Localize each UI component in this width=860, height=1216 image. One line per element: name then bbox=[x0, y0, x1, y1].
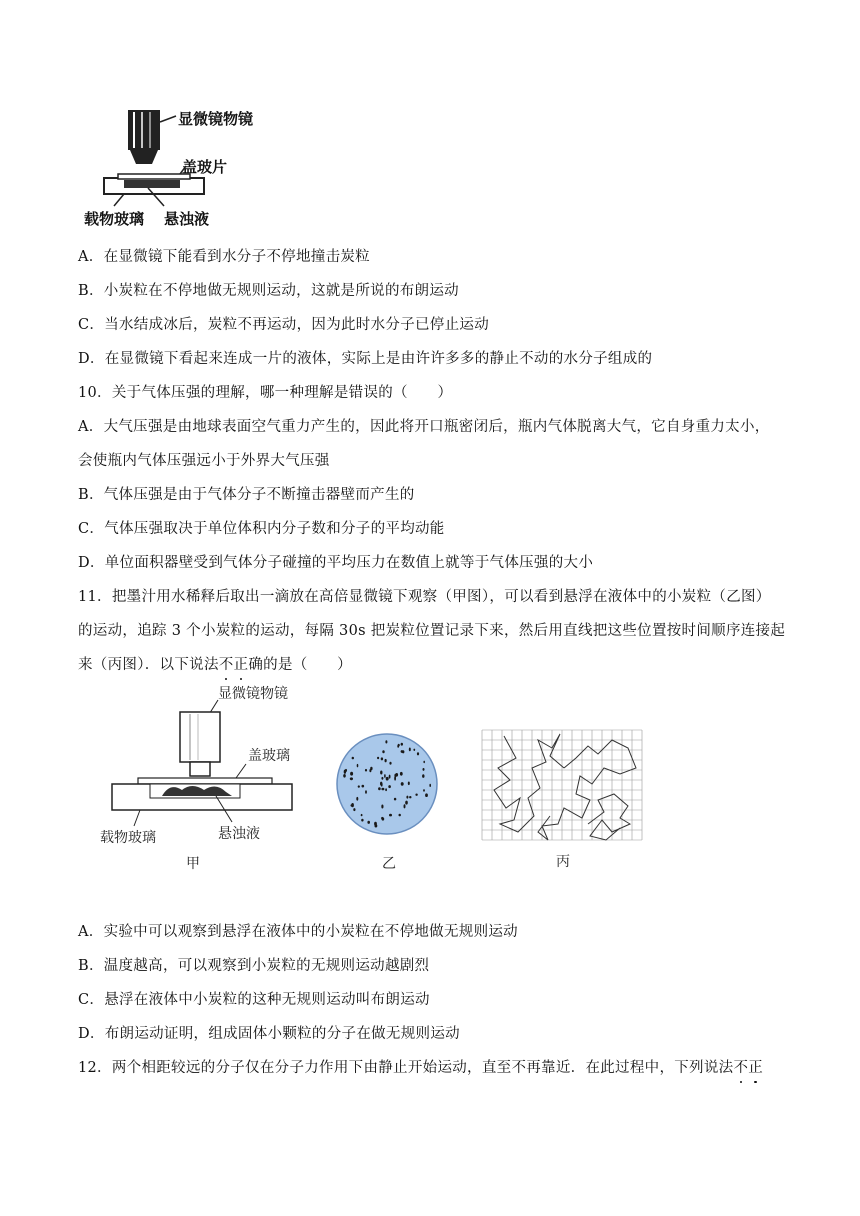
carbon-particle bbox=[409, 796, 411, 798]
q11-option-a: A．实验中可以观察到悬浮在液体中的小炭粒在不停地做无规则运动 bbox=[78, 924, 518, 940]
carbon-particle bbox=[361, 819, 363, 822]
q9-option-b: B．小炭粒在不停地做无规则运动，这就是所说的布朗运动 bbox=[78, 283, 459, 299]
carbon-particle bbox=[389, 762, 391, 765]
emphasis-not-q12: 不 bbox=[733, 1060, 749, 1076]
carbon-particle bbox=[351, 803, 354, 807]
carbon-particle bbox=[365, 769, 367, 772]
cover-glass-label: 盖玻璃 bbox=[248, 748, 290, 764]
carbon-particle bbox=[350, 777, 353, 780]
carbon-particle bbox=[361, 814, 363, 816]
carbon-particle bbox=[352, 757, 354, 760]
q10-option-c: C．气体压强取决于单位体积内分子数和分子的平均动能 bbox=[78, 521, 445, 537]
carbon-particle bbox=[417, 752, 419, 755]
carbon-particle bbox=[401, 743, 403, 746]
carbon-particle bbox=[378, 787, 381, 790]
carbon-particle bbox=[362, 785, 365, 788]
carbon-particle bbox=[409, 748, 411, 752]
objective-label: 显微镜物镜 bbox=[178, 110, 254, 128]
carbon-particle bbox=[394, 798, 396, 801]
microscope-figure-jia bbox=[100, 682, 300, 872]
coverslip-label: 盖玻片 bbox=[182, 158, 228, 176]
emphasis-not: 不 bbox=[218, 657, 234, 673]
carbon-particle bbox=[425, 793, 428, 797]
slide-label-2: 载物玻璃 bbox=[100, 830, 156, 846]
trajectory-figure-bing bbox=[480, 728, 644, 872]
q10-option-a-line1: A．大气压强是由地球表面空气重力产生的，因此将开口瓶密闭后，瓶内气体脱离大气，它自身重力太小， bbox=[78, 419, 770, 435]
carbon-particle bbox=[365, 790, 367, 794]
q11-option-b: B．温度越高，可以观察到小炭粒的无规则运动越剧烈 bbox=[78, 958, 430, 974]
carbon-particle bbox=[344, 770, 346, 774]
carbon-particle bbox=[395, 773, 398, 777]
carbon-particle bbox=[381, 805, 383, 809]
carbon-particle bbox=[405, 801, 408, 805]
carbon-particle bbox=[423, 768, 425, 771]
trajectory-1 bbox=[494, 734, 564, 832]
carbon-particle bbox=[404, 804, 406, 808]
cover-glass bbox=[138, 778, 272, 784]
q9-option-d: D．在显微镜下看起来连成一片的液体，实际上是由许许多多的静止不动的水分子组成的 bbox=[78, 351, 653, 367]
q10-option-a-line2: 会使瓶内气体压强远小于外界大气压强 bbox=[78, 453, 330, 469]
q10-option-b: B．气体压强是由于气体分子不断撞击器壁而产生的 bbox=[78, 487, 415, 503]
coverslip bbox=[118, 174, 190, 179]
carbon-particle bbox=[385, 740, 387, 743]
particles-figure-yi bbox=[336, 730, 446, 872]
carbon-particle bbox=[422, 774, 424, 778]
carbon-particle bbox=[397, 745, 399, 748]
carbon-particle bbox=[358, 785, 360, 787]
carbon-particle bbox=[406, 796, 408, 799]
carbon-particle bbox=[423, 761, 425, 764]
q11-stem-line1: 11．把墨汁用水稀释后取出一滴放在高倍显微镜下观察（甲图），可以看到悬浮在液体中的小炭粒（乙图） bbox=[78, 589, 771, 605]
carbon-particle bbox=[423, 789, 425, 792]
q10-option-d: D．单位面积器壁受到气体分子碰撞的平均压力在数值上就等于气体压强的大小 bbox=[78, 555, 594, 571]
q11-stem-line3: 来（丙图）．以下说法不正确的是（ ） bbox=[78, 657, 352, 673]
carbon-particle bbox=[343, 774, 346, 778]
q11-stem-line2: 的运动，追踪 3 个小炭粒的运动，每隔 30s 把炭粒位置记录下来，然后用直线把这些位置按时间顺序连接起 bbox=[78, 623, 786, 639]
carbon-particle bbox=[381, 757, 383, 760]
carbon-particle bbox=[408, 782, 410, 786]
carbon-particle bbox=[388, 785, 391, 788]
carbon-particle bbox=[382, 750, 384, 753]
carbon-particle bbox=[356, 797, 358, 801]
q9-option-a: A．在显微镜下能看到水分子不停地撞击炭粒 bbox=[78, 249, 370, 265]
q9-option-c: C．当水结成冰后，炭粒不再运动，因为此时水分子已停止运动 bbox=[78, 317, 489, 333]
carbon-particle bbox=[385, 788, 387, 791]
carbon-particle bbox=[370, 767, 372, 770]
carbon-particle bbox=[350, 772, 353, 776]
carbon-particle bbox=[399, 814, 401, 817]
carbon-particle bbox=[413, 749, 415, 751]
q12-stem-line1: 12．两个相距较远的分子仅在分子力作用下由静止开始运动，直至不再靠近．在此过程中，下列说法不正 bbox=[78, 1060, 764, 1076]
carbon-particle bbox=[381, 817, 383, 820]
q10-stem: 10．关于气体压强的理解，哪一种理解是错误的（ ） bbox=[78, 385, 453, 401]
carbon-particle bbox=[374, 822, 377, 826]
emphasis-correct: 正 bbox=[233, 657, 249, 673]
carbon-particle bbox=[389, 814, 392, 817]
objective-body bbox=[128, 110, 160, 150]
trajectory-3 bbox=[588, 794, 630, 840]
carbon-particle bbox=[401, 750, 404, 753]
grid bbox=[482, 730, 642, 840]
caption-jia: 甲 bbox=[186, 856, 200, 872]
carbon-particle bbox=[415, 794, 417, 796]
emphasis-correct-q12: 正 bbox=[748, 1060, 764, 1076]
carbon-particle bbox=[381, 777, 383, 780]
carbon-particle bbox=[381, 788, 384, 791]
suspension-label: 悬浊液 bbox=[164, 210, 210, 228]
caption-yi: 乙 bbox=[382, 856, 396, 872]
slide-label: 载物玻璃 bbox=[84, 210, 145, 228]
carbon-particle bbox=[377, 757, 379, 759]
carbon-particle bbox=[367, 821, 370, 824]
carbon-particle bbox=[386, 777, 389, 781]
carbon-particle bbox=[384, 774, 386, 778]
caption-bing: 丙 bbox=[556, 854, 570, 870]
objective-label-2: 显微镜物镜 bbox=[218, 686, 288, 702]
carbon-particle bbox=[389, 775, 391, 779]
q11-option-c: C．悬浮在液体中小炭粒的这种无规则运动叫布朗运动 bbox=[78, 992, 430, 1008]
carbon-particle bbox=[385, 759, 387, 762]
microscope-figure-1 bbox=[80, 100, 280, 232]
carbon-particle bbox=[380, 782, 382, 786]
suspension bbox=[124, 180, 180, 188]
carbon-particle bbox=[357, 764, 359, 767]
observation-circle bbox=[337, 734, 437, 834]
carbon-particle bbox=[353, 808, 355, 811]
q11-option-d: D．布朗运动证明，组成固体小颗粒的分子在做无规则运动 bbox=[78, 1026, 460, 1042]
carbon-particle bbox=[400, 772, 403, 776]
carbon-particle bbox=[380, 771, 382, 775]
objective-barrel bbox=[180, 712, 220, 762]
suspension-label-2: 悬浊液 bbox=[218, 826, 260, 842]
carbon-particle bbox=[394, 776, 396, 780]
carbon-particle bbox=[429, 784, 431, 787]
carbon-particle bbox=[401, 782, 404, 786]
